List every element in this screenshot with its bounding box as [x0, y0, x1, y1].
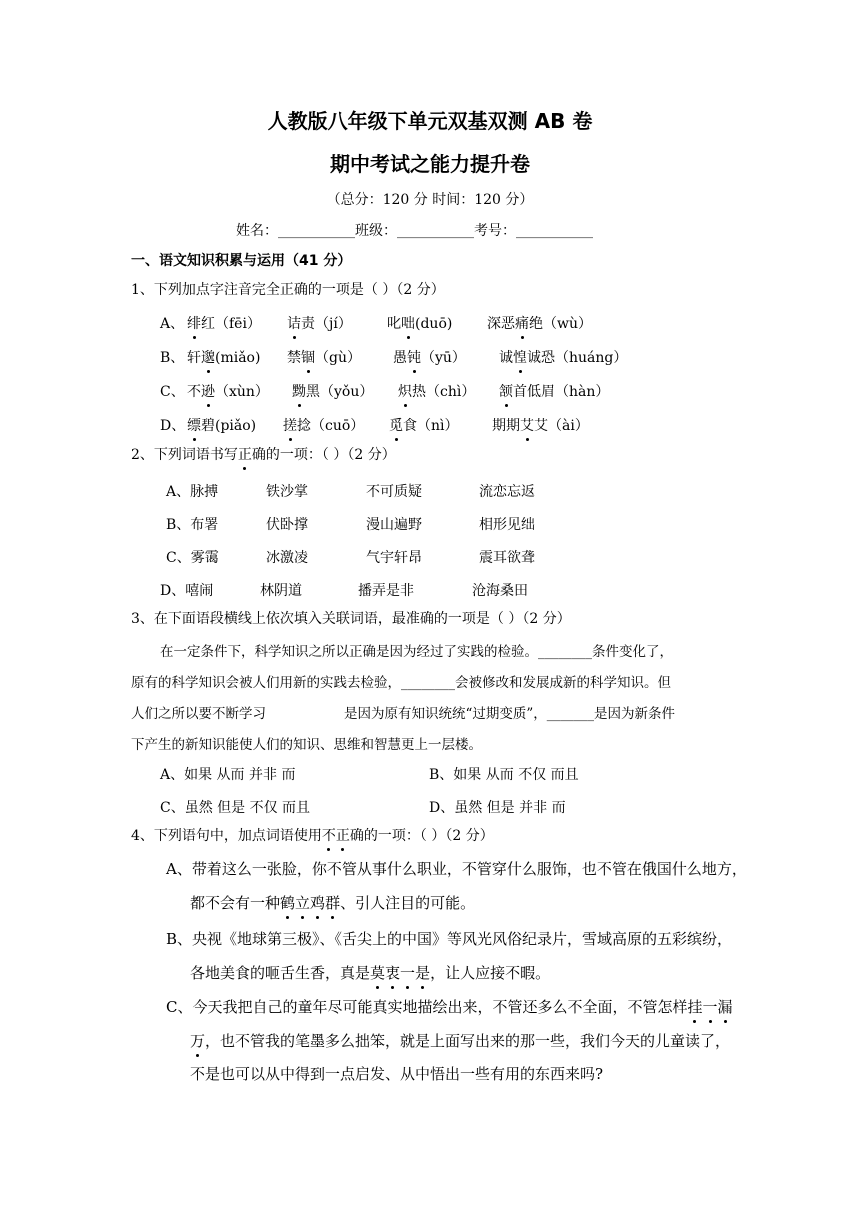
q2-option-c-word2: 冰激凌	[266, 550, 308, 566]
q1-option-d-label: D、	[160, 418, 186, 434]
q3-option-a: A、如果 从而 并非 而	[160, 767, 296, 783]
q1-option-c-item4: 颔首低眉（hàn）	[499, 381, 609, 401]
score-time-info: （总分：120 分 时间：120 分）	[326, 192, 534, 208]
q1-option-b-item3: 愚钝（yū）	[393, 347, 466, 367]
q1-option-a-item4: 深恶痛绝（wù）	[487, 313, 592, 333]
q3-option-c: C、虽然 但是 不仅 而且	[160, 800, 311, 816]
paper-subtitle: 期中考试之能力提升卷	[330, 152, 530, 176]
q3-passage-line2: 原有的科学知识会被人们用新的实践去检验，________会被修改和发展成新的科学知识。但	[131, 675, 671, 691]
q1-option-a-item3: 叱咄(duō)	[387, 313, 452, 333]
q2-option-a-word4: 流恋忘返	[479, 484, 535, 500]
q1-option-a-label: A、	[160, 316, 185, 332]
q4-option-c-line2: 万，也不管我的笔墨多么拙笨，就是上面写出来的那一些，我们今天的儿童读了，	[190, 1032, 731, 1050]
q3-passage-line4: 下产生的新知识能使人们的知识、思维和智慧更上一层楼。	[131, 737, 482, 753]
q2-option-c-word3: 气宇轩昂	[366, 550, 422, 566]
q2-option-d-word3: 播弄是非	[358, 583, 414, 599]
q1-option-b-item4: 诚惶诚恐（huáng）	[499, 347, 627, 367]
question-3-stem: 3、在下面语段横线上依次填入关联词语，最准确的一项是（ ）（2 分）	[131, 611, 571, 627]
q2-option-b-word2: 伏卧撑	[266, 517, 308, 533]
q3-option-d: D、虽然 但是 并非 而	[429, 800, 566, 816]
q2-option-d: D、嘻闹	[160, 583, 214, 599]
q4-option-b-line2: 各地美食的咂舌生香，真是莫衷一是，让人应接不暇。	[190, 964, 551, 982]
q2-option-a: A、脉搏	[166, 484, 219, 500]
q2-option-b: B、布署	[166, 517, 219, 533]
paper-title: 人教版八年级下单元双基双测 AB 卷	[267, 109, 593, 133]
q2-option-d-word4: 沧海桑田	[472, 583, 528, 599]
q2-option-c-word4: 震耳欲聋	[479, 550, 535, 566]
q4-option-c-line3: 不是也可以从中得到一点启发、从中悟出一些有用的东西来吗?	[190, 1065, 604, 1083]
q1-option-a-item1: 绯红（fēi）	[187, 313, 261, 333]
q4-option-a-line2: 都不会有一种鹤立鸡群、引人注目的可能。	[190, 894, 476, 912]
q3-passage-line3a: 人们之所以要不断学习	[131, 706, 266, 722]
q3-option-b: B、如果 从而 不仅 而且	[429, 767, 579, 783]
q1-option-d-item3: 觅食（nì）	[389, 415, 459, 435]
q3-passage-line1: 在一定条件下，科学知识之所以正确是因为经过了实践的检验。________条件变化了，	[160, 644, 673, 660]
student-info-line: 姓名：___________班级：___________考号：___________	[236, 223, 593, 239]
q1-option-c-label: C、	[160, 384, 185, 400]
q4-option-a-line1: A、带着这么一张脸，你不管从事什么职业，不管穿什么服饰，也不管在俄国什么地方，	[166, 860, 747, 878]
q2-option-b-word3: 漫山遍野	[366, 517, 422, 533]
section-heading: 一、语文知识积累与运用（41 分）	[131, 253, 352, 269]
q1-option-b-item2: 禁锢（gù）	[287, 347, 361, 367]
q1-option-d-item1: 缥碧(piǎo)	[187, 415, 256, 435]
question-1-stem: 1、下列加点字注音完全正确的一项是（ ）（2 分）	[131, 282, 445, 298]
q4-option-c-line1: C、今天我把自己的童年尽可能真实地描绘出来，不管还多么不全面，不管怎样挂一漏	[166, 998, 733, 1016]
q1-option-b-label: B、	[160, 350, 185, 366]
q1-option-c-item1: 不逊（xùn）	[187, 381, 269, 401]
q1-option-c-item2: 黝黑（yǒu）	[292, 381, 373, 401]
question-2-stem: 2、下列词语书写正确的一项：（ ）（2 分）	[131, 444, 396, 464]
q1-option-d-item4: 期期艾艾（ài）	[492, 415, 589, 435]
q1-option-b-item1: 轩邈(miǎo)	[187, 347, 260, 367]
q2-option-d-word2: 林阴道	[260, 583, 302, 599]
q4-option-b-line1: B、央视《地球第三极》、《舌尖上的中国》等风光风俗纪录片，雪域高原的五彩缤纷，	[166, 930, 733, 948]
q2-option-c: C、雾霭	[166, 550, 219, 566]
q3-passage-line3b: 是因为原有知识统统“过期变质”，_______是因为新条件	[344, 706, 676, 722]
q2-option-a-word2: 铁沙掌	[266, 484, 308, 500]
question-4-stem: 4、下列语句中，加点词语使用不正确的一项：（ ）（2 分）	[131, 825, 494, 845]
q2-option-b-word4: 相形见绌	[479, 517, 535, 533]
q1-option-c-item3: 炽热（chì）	[398, 381, 475, 401]
q1-option-a-item2: 诘责（jí）	[287, 313, 352, 333]
q1-option-d-item2: 搓捻（cuō）	[283, 415, 364, 435]
q2-option-a-word3: 不可质疑	[366, 484, 422, 500]
